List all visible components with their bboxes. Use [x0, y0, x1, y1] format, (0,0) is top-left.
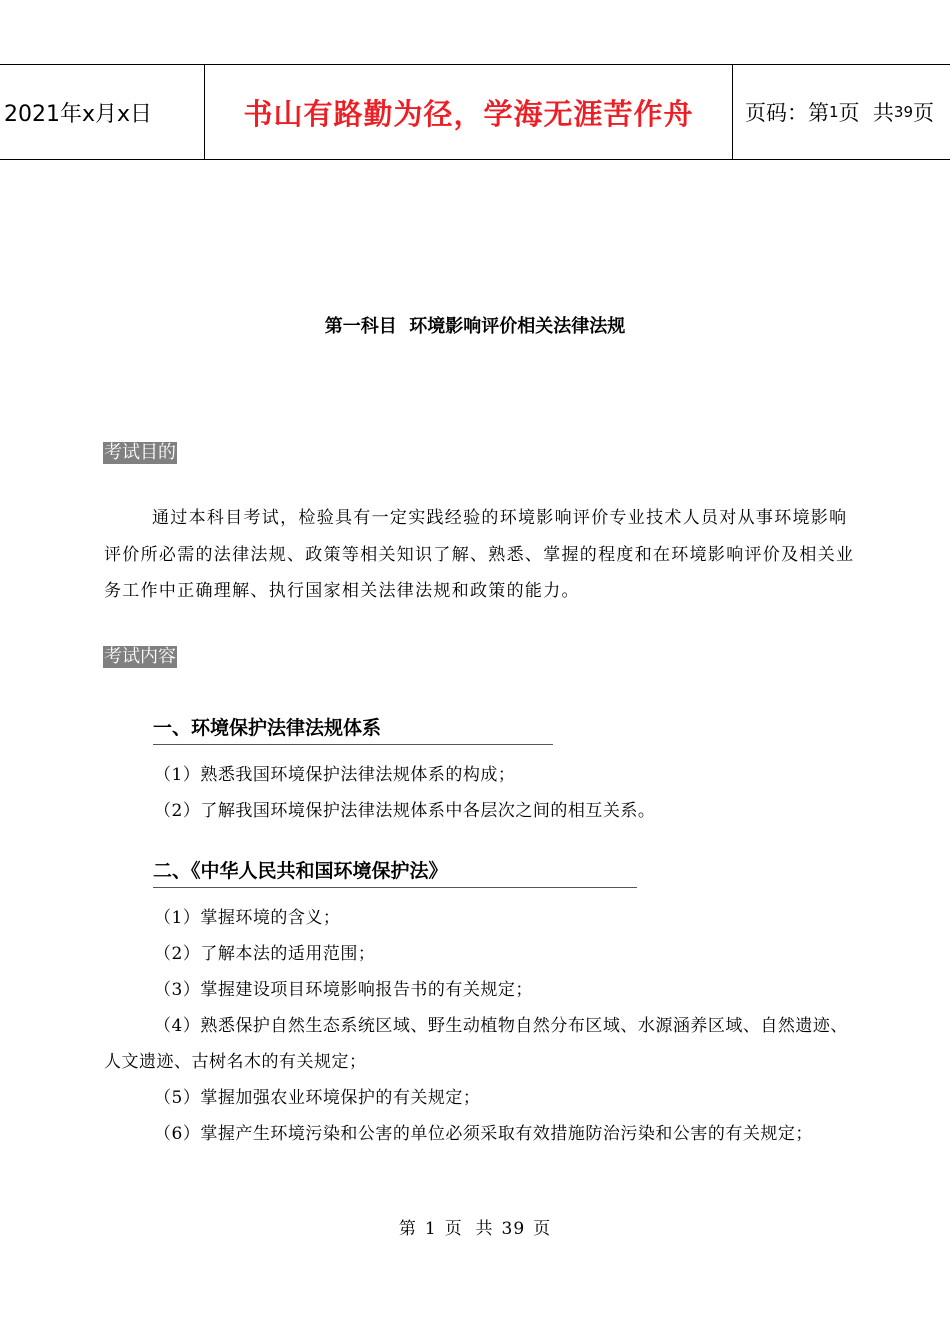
footer-prefix: 第 [398, 1219, 417, 1239]
page-header [0, 64, 950, 160]
header-divider [732, 65, 733, 159]
purpose-paragraph: 通过本科目考试，检验具有一定实践经验的环境影响评价专业技术人员对从事环境影响评价所必需的法律法规、政策等相关知识了解、熟悉、掌握的程度和在环境影响评价及相关业务工作中正确理解、执行国家相关法律法规和政策的能力。 [104, 508, 855, 601]
footer-suffix: 页 [533, 1219, 552, 1239]
header-page-mid: 页 共 [838, 101, 894, 125]
list-item: （1）掌握环境的含义； [154, 908, 341, 928]
purpose-label: 考试目的 [104, 442, 176, 463]
list-item: （4）熟悉保护自然生态系统区域、野生动植物自然分布区域、水源涵养区域、自然遗迹、人文遗迹、古树名木的有关规定； [104, 1016, 848, 1072]
header-page-suffix: 页 [913, 101, 934, 125]
header-motto: 书山有路勤为径，学海无涯苦作舟 [243, 96, 694, 131]
footer-page-total: 39 [501, 1219, 526, 1239]
list-item: （6）掌握产生环境污染和公害的单位必须采取有效措施防治污染和公害的有关规定； [154, 1124, 813, 1144]
header-page-total: 39 [893, 103, 913, 121]
content-label: 考试内容 [104, 646, 176, 667]
list-item: （3）掌握建设项目环境影响报告书的有关规定； [154, 980, 533, 1000]
footer-page-current: 1 [424, 1219, 437, 1239]
section-heading-2: 二、《中华人民共和国环境保护法》 [153, 856, 637, 888]
header-date: 2021年x月x日 [4, 101, 153, 127]
footer-mid: 页 共 [444, 1219, 494, 1239]
section-heading-1: 一、环境保护法律法规体系 [153, 713, 553, 745]
header-page-info [745, 65, 950, 159]
list-item: （2）了解我国环境保护法律法规体系中各层次之间的相互关系。 [154, 801, 656, 821]
list-item: （1）熟悉我国环境保护法律法规体系的构成； [154, 765, 516, 785]
document-title: 第一科目 环境影响评价相关法律法规 [324, 316, 626, 337]
page-footer [0, 1214, 950, 1239]
header-page-prefix: 页码：第 [745, 101, 829, 125]
list-item: （2）了解本法的适用范围； [154, 944, 376, 964]
list-item: （5）掌握加强农业环境保护的有关规定； [154, 1088, 481, 1108]
header-page-current: 1 [829, 103, 839, 121]
